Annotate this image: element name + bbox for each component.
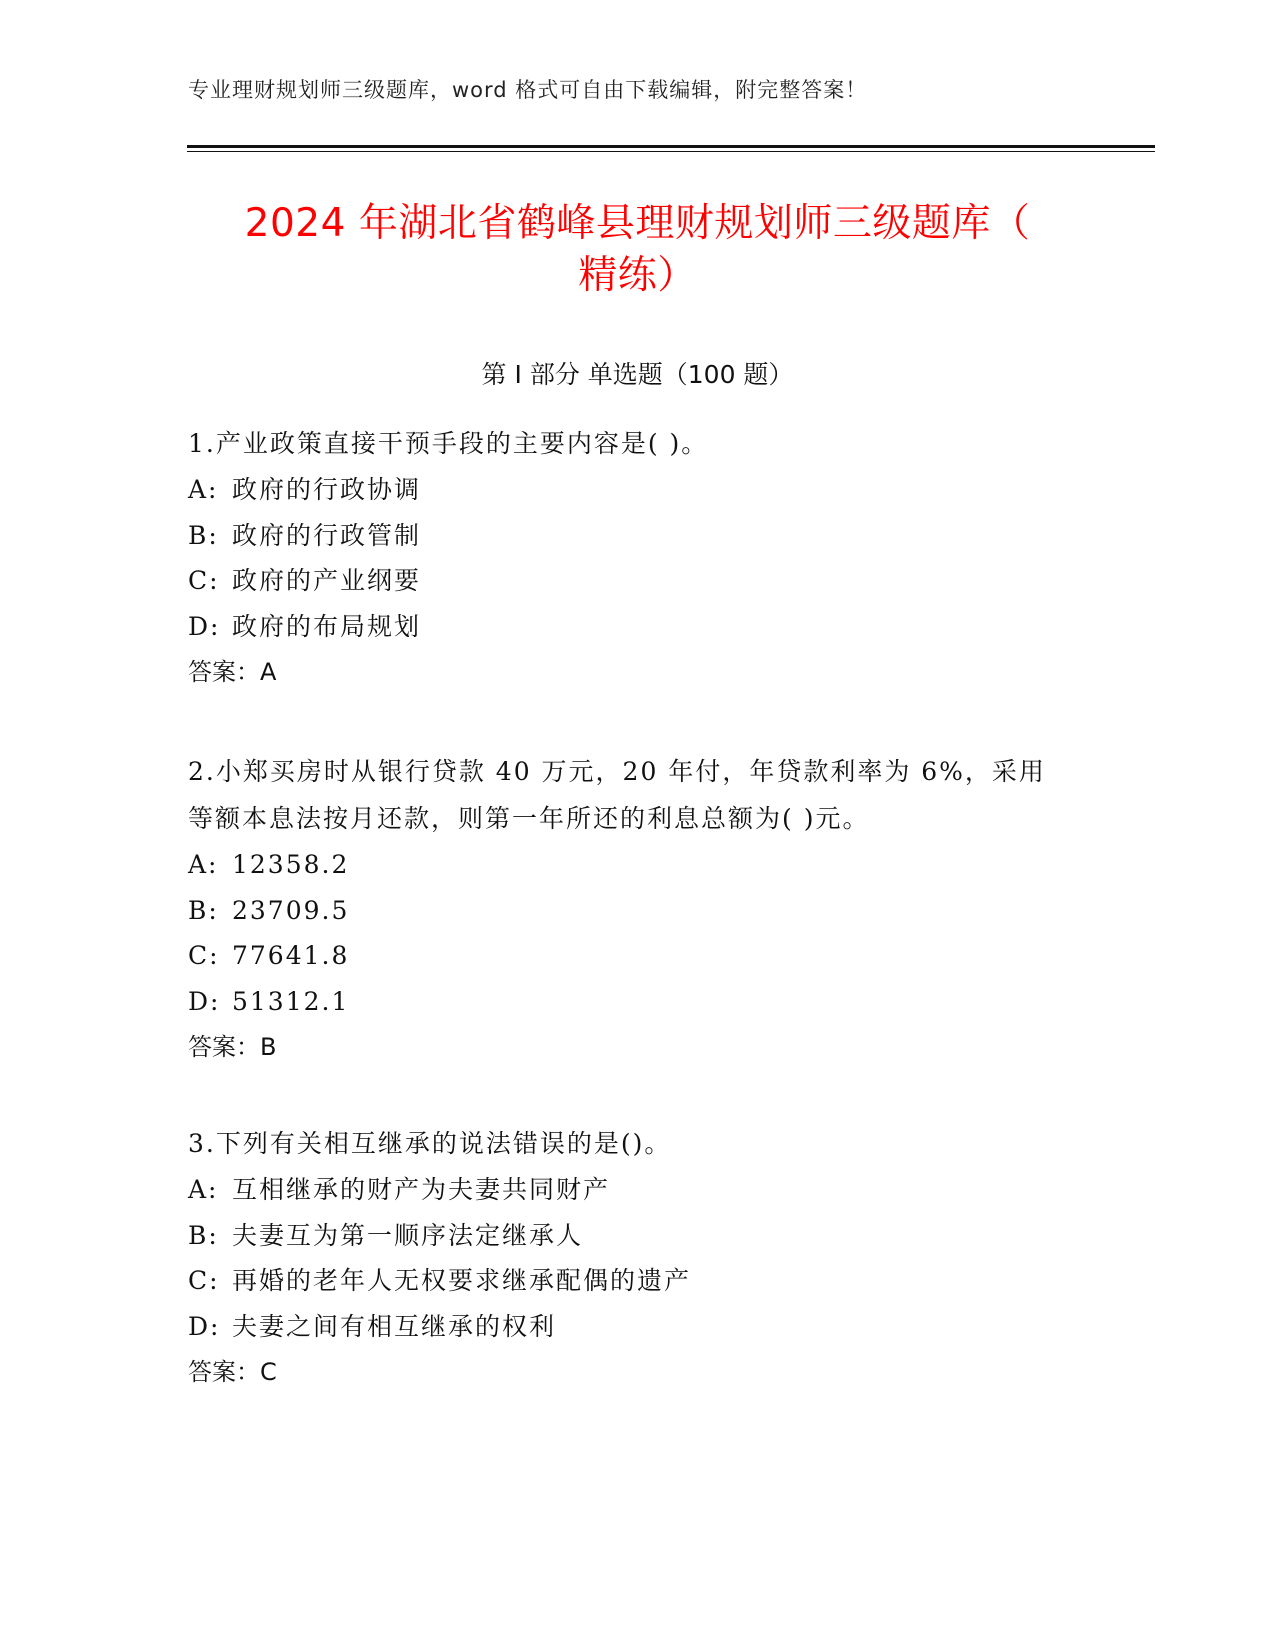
option-text: 12358.2 [232,850,350,879]
option-text: 政府的行政管制 [232,520,422,550]
option-text: 77641.8 [232,941,350,970]
answer: 答案：A [188,658,277,686]
document-title-line-2: 精练） [578,253,697,298]
option-text: 再婚的老年人无权要求继承配偶的遗产 [232,1266,692,1295]
question-2 [188,748,1048,1070]
header-divider-thin [187,151,1155,152]
option-a [188,467,1088,513]
question-3 [188,1120,1088,1395]
option-key: A: [188,1175,219,1204]
option-text: 政府的行政协调 [232,475,422,504]
question-stem: 3.下列有关相互继承的说法错误的是()。 [188,1129,672,1158]
option-key: A: [188,475,219,504]
option-text: 51312.1 [232,986,350,1016]
option-d [188,979,1048,1025]
option-b [188,1213,1088,1259]
question-stem: 2.小郑买房时从银行贷款 40 万元，20 年付，年贷款利率为 6%，采用等额本息法按月还款，则第一年所还的利息总额为( )元。 [188,757,1046,833]
option-text: 23709.5 [232,895,350,925]
option-key: D: [188,611,221,641]
option-a [188,842,1048,888]
option-c [188,558,1088,604]
option-c [188,933,1048,979]
option-text: 互相继承的财产为夫妻共同财产 [232,1175,611,1204]
option-key: B: [188,895,219,925]
option-key: C: [188,941,220,970]
option-key: C: [188,566,220,595]
option-text: 政府的布局规划 [232,611,422,641]
option-key: D: [188,986,221,1016]
option-text: 夫妻互为第一顺序法定继承人 [232,1220,584,1250]
question-stem: 1.产业政策直接干预手段的主要内容是( )。 [188,429,709,458]
option-a [188,1167,1088,1213]
option-key: C: [188,1266,220,1295]
option-key: B: [188,1220,219,1250]
header-note: 专业理财规划师三级题库，word 格式可自由下载编辑，附完整答案！ [188,78,868,102]
option-c [188,1258,1088,1304]
option-b [188,888,1048,934]
option-key: A: [188,850,219,879]
option-key: B: [188,520,219,550]
answer: 答案：C [188,1358,277,1386]
option-text: 政府的产业纲要 [232,566,422,595]
document-title [175,198,1100,302]
header-divider-thick [187,145,1155,148]
option-d [188,1304,1088,1350]
question-1 [188,420,1088,695]
option-d [188,604,1088,650]
option-key: D: [188,1311,221,1341]
option-b [188,513,1088,559]
answer: 答案：B [188,1033,277,1061]
option-text: 夫妻之间有相互继承的权利 [232,1311,557,1341]
section-heading: 第 I 部分 单选题（100 题） [481,360,794,389]
document-title-line-1: 2024 年湖北省鹤峰县理财规划师三级题库（ [244,201,1031,246]
